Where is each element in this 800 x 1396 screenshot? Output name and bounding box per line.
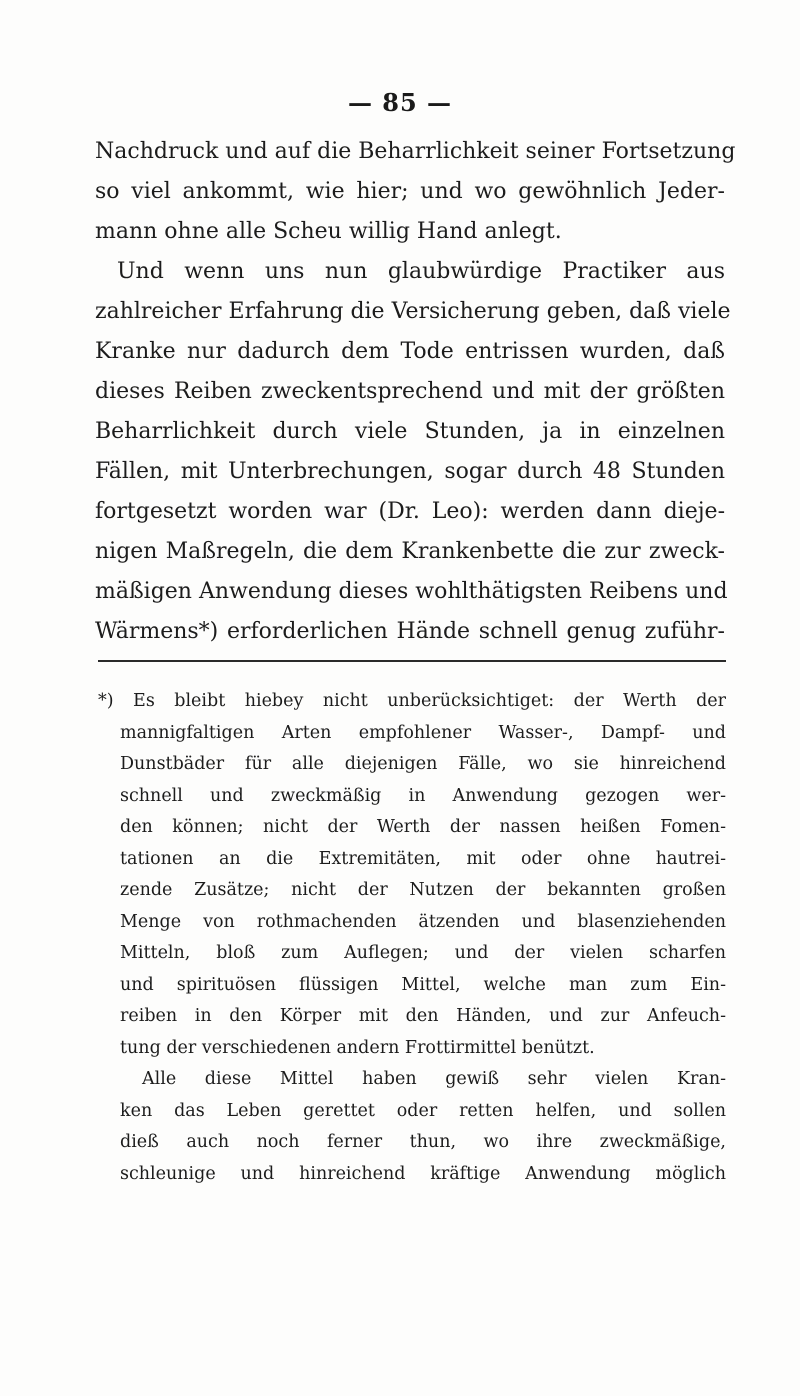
footnote-line: reiben in den Körper mit den Händen, und zur Anfeuch- [120, 1006, 726, 1026]
main-text-block [95, 132, 736, 652]
footnote-line: Dunstbäder für alle diejenigen Fälle, wo sie hinreichend [120, 754, 726, 774]
footnote-line: schleunige und hinreichend kräftige Anwendung möglich [120, 1163, 726, 1184]
footnote-line: und spirituösen flüssigen Mittel, welche man zum Ein- [120, 974, 726, 995]
footnote-line: Mitteln, bloß zum Auflegen; und der vielen scharfen [120, 943, 726, 963]
body-line: Kranke nur dadurch dem Tode entrissen wurden, daß [95, 339, 725, 364]
footnote-line: ken das Leben gerettet oder retten helfen, und sollen [120, 1100, 726, 1121]
footnote-line: mannigfaltigen Arten empfohlener Wasser-, Dampf- und [120, 722, 726, 743]
body-line: so viel ankommt, wie hier; und wo gewöhnlich Jeder- [95, 179, 725, 204]
page-number-header: — 85 — [347, 88, 453, 117]
footnote-line: Alle diese Mittel haben gewiß sehr vielen Kran- [142, 1069, 726, 1089]
footnote-line: *) Es bleibt hiebey nicht unberücksichtiget: der Werth der [98, 691, 726, 711]
footnote-line: zende Zusätze; nicht der Nutzen der bekannten großen [120, 880, 726, 900]
footnote-line: tung der verschiedenen andern Frottirmittel benützt. [120, 1037, 595, 1058]
body-line: zahlreicher Erfahrung die Versicherung geben, daß viele [95, 299, 731, 324]
body-line: nigen Maßregeln, die dem Krankenbette die zur zweck- [95, 539, 725, 564]
footnote-line: schnell und zweckmäßig in Anwendung gezogen wer- [120, 785, 726, 806]
footnote-line: tationen an die Extremitäten, mit oder ohne hautrei- [120, 848, 726, 869]
footnote-line: Menge von rothmachenden ätzenden und blasenziehenden [120, 911, 726, 932]
footnote-line: dieß auch noch ferner thun, wo ihre zweckmäßige, [120, 1132, 726, 1152]
body-line: Beharrlichkeit durch viele Stunden, ja in einzelnen [95, 419, 725, 444]
body-line: mäßigen Anwendung dieses wohlthätigsten Reibens und [95, 579, 728, 604]
body-line: Nachdruck und auf die Beharrlichkeit seiner Fortsetzung [95, 139, 736, 164]
body-line: dieses Reiben zweckentsprechend und mit der größten [95, 379, 725, 404]
body-line: mann ohne alle Scheu willig Hand anlegt. [95, 219, 562, 244]
body-line: Und wenn uns nun glaubwürdige Practiker aus [117, 259, 725, 284]
footnote-line: den können; nicht der Werth der nassen heißen Fomen- [120, 817, 726, 837]
body-line: fortgesetzt worden war (Dr. Leo): werden dann dieje- [95, 499, 725, 524]
body-line: Fällen, mit Unterbrechungen, sogar durch 48 Stunden [95, 459, 725, 484]
footnote-block [98, 686, 726, 1190]
footnote-divider [98, 660, 726, 662]
body-line: Wärmens*) erforderlichen Hände schnell genug zuführ- [95, 619, 725, 644]
